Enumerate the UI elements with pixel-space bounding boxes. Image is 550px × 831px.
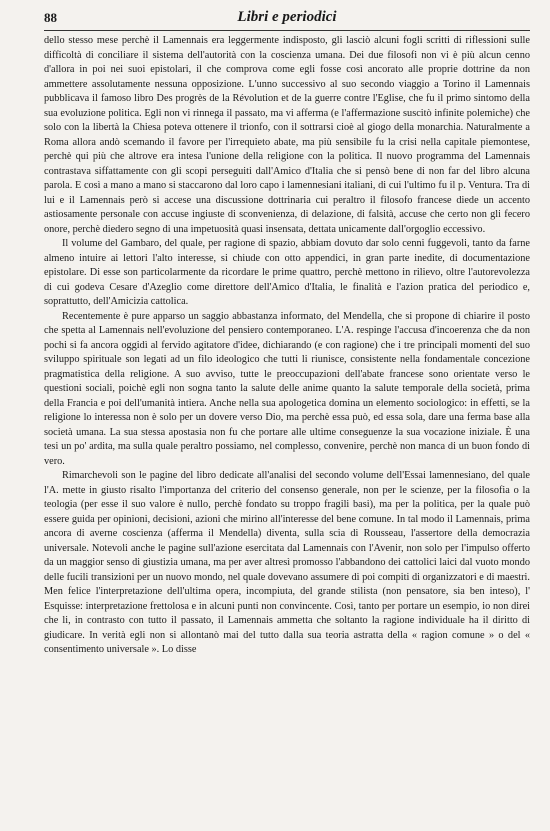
paragraph-3: Recentemente è pure apparso un saggio abbastanza informato, del Mendella, che si propone di chiarire il posto che spetta al Lamennais nell'evoluzione del pensiero contemporaneo. L'A. respinge l'accusa d'incoerenza che da non pochi si fa ancora oggidì al fervido agitatore d'idee, dichiarando (e con ragione) che i tre principali momenti del suo sviluppo spirituale son legati ad un filo ideologico che tutti li riunisce, consistente nella fondamentale concezione pragmatistica della religione. A suo avviso, tutte le preoccupazioni dell'abate francese sono orientate verso le questioni sociali, poichè egli non sogna tanto la salute delle anime quanto la salute temporale della società, prima della Francia e poi dell'umanità intiera. Anche nella sua apologetica domina un elemento sociologico: in effetti, se la religione lo interessa non è solo per un dovere verso Dio, ma perchè essa può, ed essa sola, dare una ferma base alla società umana. La sua stessa apostasia non fu che portare alle ultime conseguenze la sua vocazione iniziale. È una tesi un po' ardita, ma sulla quale peraltro possiamo, nel complesso, convenire, perchè non manca di un buon fondo di vero. [44, 310, 530, 467]
header-rule [44, 30, 530, 31]
paragraph-1: dello stesso mese perchè il Lamennais era leggermente indisposto, gli lasciò alcuni fogli scritti di riflessioni sulle difficoltà di conciliare il sistema dell'autorità con la coscienza umana. Dei due filosofi non vi è più alcun cenno d'allora in poi nei suoi epistolari, il che comprova come egli fosse così ancorato alle proprie dottrine da non ammettere assolutamente nessuna opposizione. L'unno successivo al suo secondo viaggio a Torino il Lamennais pubblicava il famoso libro Des progrès de la Révolution et de la guerre contre l'Eglise, che fu il primo sintomo della sua evoluzione politica. Egli non vi rinnega il passato, ma vi afferma (e l'affermazione suscitò infinite polemiche) che solo con la libertà la Chiesa poteva ottenere il trionfo, con il sottrarsi cioè al giogo della monarchia. Naturalmente a Roma allora andò scemando il favore per l'irrequieto abate, ma più sensibile fu la crisi nella capitale piemontese, perchè qui più che altrove era intesa l'unione della religione con la politica. Il nuovo programma del Lamennais contrastava siffattamente con gli scopi perseguiti dall'Amico d'Italia che si pensò bene di non far del libro alcuna parola. E così a mano a mano si staccarono dal loro capo i lamennesiani italiani, di cui l'ultimo fu il p. Ventura. Tra di lui e il Lamennais però si accese una discussione dottrinaria cui peraltro il filosofo francese diede un accento astiosamente personale con accuse ingiuste di sconvenienza, di delazione, di falsità, accuse che certo non gli fecero onore, perchè diedero segno di una impetuosità quasi insensata, dettata unicamente dall'orgoglio eccessivo. [44, 35, 530, 235]
paragraph-4: Rimarchevoli son le pagine del libro dedicate all'analisi del secondo volume dell'Essai lamennesiano, del quale l'A. mette in giusto risalto l'importanza del criterio del consenso generale, non per le scienze, per la filosofia o la teologia (per esse il suo valore è nullo, perchè fondato su troppo fragili basi), ma per la politica, per la quale può essere guida per opinioni, decisioni, azioni che mirino all'interesse del bene comune. In tal modo il Lamennais, prima ancora di averne coscienza (afferma il Mendella) diventa, sulla scia di Rousseau, l'assertore della democrazia universale. Notevoli anche le pagine sull'azione esercitata dal Lamennais con l'Avenir, non solo per l'impulso offerto da un maggior senso di giustizia umana, ma per aver altresì promosso l'abbandono dei cattolici laici dal vuoto mondo delle fucili transizioni per un nuovo mondo, nel quale dovevano assumere di poi compiti di organizzatori e di maestri. Men felice l'interpretazione dell'ultima opera, incompiuta, del grande stilista (non pensatore, sia ben inteso), l' Esquisse: interpretazione frettolosa e in alcuni punti non convincente. Così, tanto per portare un esempio, io non direi che li, in contrasto con tutto il passato, il Lamennais ammetta che soltanto la ragione individuale ha il diritto di giudicare. In verità egli non si allontanò mai del tutto dalla sua teoria astratta della « ragion comune » o del « consentimento universale ». Lo disse [44, 470, 530, 655]
running-title: Libri e periodici [237, 9, 337, 25]
body-text [44, 34, 530, 658]
page-header [44, 0, 530, 34]
paragraph-2: Il volume del Gambaro, del quale, per ragione di spazio, abbiam dovuto dar solo cenni fuggevoli, tanto da farne almeno intuire ai lettori l'alto interesse, si chiude con otto appendici, in gran parte inedite, di documentazione epistolare. Di esse son particolarmente da ricordare le prime quattro, perchè mettono in rilievo, oltre l'autorevolezza di cui godeva Cesare d'Azeglio come direttore dell'Amico d'Italia, le finalità e l'azion pratica del periodico e, soprattutto, dell'Amicizia cattolica. [44, 238, 530, 307]
page-number: 88 [44, 10, 57, 25]
